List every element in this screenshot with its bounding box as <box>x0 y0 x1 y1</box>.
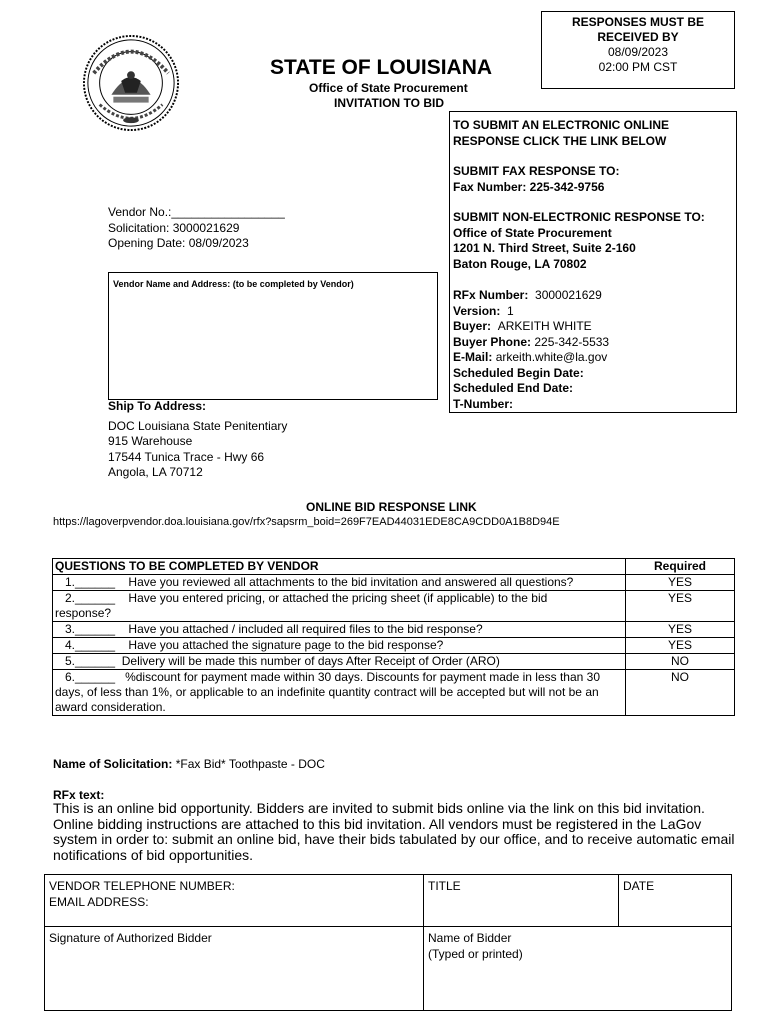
table-row <box>53 670 735 716</box>
ship-to-line4: Angola, LA 70712 <box>108 465 203 479</box>
deadline-box <box>541 11 735 89</box>
question-text-cont: days, of less than 1%, or applicable to an indefinite quantity contract will be accepted but will not be an award consideration. <box>55 685 599 714</box>
date-cell[interactable] <box>619 875 732 927</box>
required-value: YES <box>626 591 735 622</box>
t-number-label: T-Number: <box>453 396 513 411</box>
ship-to-line2: 915 Warehouse <box>108 434 193 448</box>
bidder-name-label: Name of Bidder <box>428 931 512 945</box>
vendor-name-address-box[interactable] <box>108 272 438 400</box>
electronic-line1: TO SUBMIT AN ELECTRONIC ONLINE <box>453 118 669 132</box>
required-value: NO <box>626 654 735 670</box>
ship-to-line3: 17544 Tunica Trace - Hwy 66 <box>108 449 265 464</box>
question-text: Have you attached / included all required files to the bid response? <box>128 622 483 636</box>
required-value: YES <box>626 575 735 591</box>
vendor-phone-email-cell[interactable] <box>45 875 424 927</box>
date-label: DATE <box>623 879 655 893</box>
question-number[interactable]: 2.______ <box>65 591 116 605</box>
fax-number: Fax Number: 225-342-9756 <box>453 179 605 194</box>
ship-to-line1: DOC Louisiana State Penitentiary <box>108 418 288 433</box>
table-row <box>53 591 735 622</box>
vendor-questions-table <box>52 558 735 716</box>
vendor-phone-label: VENDOR TELEPHONE NUMBER: <box>49 879 235 893</box>
table-header-row <box>53 559 735 575</box>
table-row <box>53 638 735 654</box>
question-text: Delivery will be made this number of days After Receipt of Order (ARO) <box>121 654 500 668</box>
solicitation-name-label: Name of Solicitation: <box>53 757 173 771</box>
question-text: Have you entered pricing, or attached the pricing sheet (if applicable) to the bid <box>128 591 548 605</box>
required-header: Required <box>626 559 735 575</box>
signature-block <box>44 874 732 1011</box>
end-date-label: Scheduled End Date: <box>453 381 574 395</box>
required-value: YES <box>626 622 735 638</box>
question-text: Have you reviewed all attachments to the bid invitation and answered all questions? <box>128 575 574 589</box>
title-cell[interactable] <box>424 875 619 927</box>
nonelec-heading: SUBMIT NON-ELECTRONIC RESPONSE TO: <box>453 210 705 224</box>
bidder-name-cell[interactable] <box>424 927 732 1011</box>
question-number[interactable]: 3.______ <box>65 622 116 636</box>
submission-info-box <box>449 111 737 413</box>
vendor-info <box>108 205 285 252</box>
doc-type: INVITATION TO BID <box>334 96 444 110</box>
question-number[interactable]: 1.______ <box>65 575 116 589</box>
required-value: YES <box>626 638 735 654</box>
buyer-phone: 225-342-5533 <box>534 334 610 349</box>
louisiana-state-seal <box>82 34 180 132</box>
question-number[interactable]: 6.______ <box>65 670 116 684</box>
deadline-line2: RECEIVED BY <box>597 30 679 44</box>
rfx-text-body: This is an online bid opportunity. Bidders are invited to submit bids online via the link on this bid invitation. Online bidding instructions are attached to this bid invitation. All vendors must be registered in the LaGov system in order to: submit an online bid, have their bids tabulated by our office, and to receive automatic email notifications of bid opportunities. <box>53 800 735 863</box>
rfx-number: 3000021629 <box>535 288 602 302</box>
online-bid-link[interactable]: https://lagoverpvendor.doa.louisiana.gov/rfx?sapsrm_boid=269F7EAD44031EDE8CA9CDD0A1B8D94E <box>53 516 560 528</box>
deadline-time: 02:00 PM CST <box>598 60 678 74</box>
vendor-email-label: EMAIL ADDRESS: <box>49 895 149 909</box>
question-number[interactable]: 4.______ <box>65 638 116 652</box>
table-row <box>53 575 735 591</box>
addr-line1: Office of State Procurement <box>453 225 612 240</box>
buyer-row: Buyer: ARKEITH WHITE <box>453 319 592 333</box>
version-value: 1 <box>507 303 514 318</box>
ship-to-address <box>108 399 287 481</box>
rfx-number-row: RFx Number: 3000021629 <box>453 288 602 302</box>
solicitation-number: Solicitation: 3000021629 <box>108 220 240 235</box>
addr-line3: Baton Rouge, LA 70802 <box>453 256 587 271</box>
question-text: %discount for payment made within 30 days. Discounts for payment made in less than 30 <box>125 670 600 684</box>
version-row: Version: 1 <box>453 303 514 318</box>
solicitation-name-value: *Fax Bid* Toothpaste - DOC <box>175 757 325 771</box>
vendor-box-label: Vendor Name and Address: (to be completed by Vendor) <box>113 279 354 289</box>
signature-label: Signature of Authorized Bidder <box>49 931 212 945</box>
page-title: STATE OF LOUISIANA <box>270 56 493 79</box>
bidder-name-hint: (Typed or printed) <box>428 947 523 961</box>
required-value: NO <box>626 670 735 716</box>
office-name: Office of State Procurement <box>309 81 468 95</box>
question-text: Have you attached the signature page to the bid response? <box>128 638 444 652</box>
buyer-email[interactable]: arkeith.white@la.gov <box>495 350 608 364</box>
opening-date: Opening Date: 08/09/2023 <box>108 236 249 250</box>
buyer-value: ARKEITH WHITE <box>497 319 592 333</box>
solicitation-name <box>53 757 325 771</box>
question-number[interactable]: 5.______ <box>65 654 116 668</box>
signature-cell[interactable] <box>45 927 424 1011</box>
question-text-cont: response? <box>55 606 112 620</box>
deadline-date: 08/09/2023 <box>607 45 669 59</box>
vendor-no: Vendor No.:_________________ <box>108 205 285 219</box>
questions-header: QUESTIONS TO BE COMPLETED BY VENDOR <box>53 559 626 575</box>
table-row <box>53 622 735 638</box>
ship-to-label: Ship To Address: <box>108 399 207 413</box>
deadline-line1: RESPONSES MUST BE <box>571 15 705 29</box>
title-label: TITLE <box>428 879 461 893</box>
table-row <box>53 654 735 670</box>
addr-line2: 1201 N. Third Street, Suite 2-160 <box>453 241 636 255</box>
fax-heading: SUBMIT FAX RESPONSE TO: <box>453 164 620 178</box>
electronic-line2: RESPONSE CLICK THE LINK BELOW <box>453 133 667 148</box>
buyer-phone-row: Buyer Phone: 225-342-5533 <box>453 334 610 349</box>
online-link-heading: ONLINE BID RESPONSE LINK <box>306 500 477 514</box>
begin-date-label: Scheduled Begin Date: <box>453 365 584 380</box>
rfx-text-label: RFx text: <box>53 788 105 802</box>
email-row: E-Mail: arkeith.white@la.gov <box>453 350 608 364</box>
